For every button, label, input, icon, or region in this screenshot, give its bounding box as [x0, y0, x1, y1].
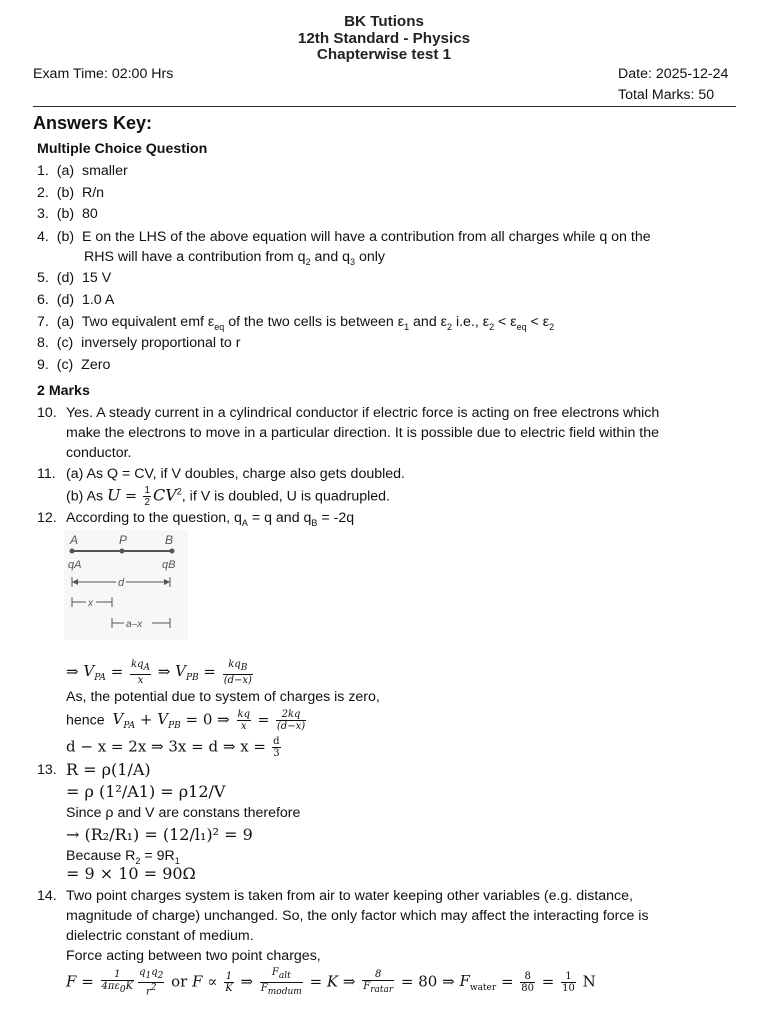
label-d: d: [118, 577, 125, 589]
point-A: [70, 549, 75, 554]
mcq-item-9: 9. (c) Zero: [37, 357, 111, 373]
q14-number: 14.: [37, 888, 57, 904]
mcq-item-7: 7. (a) Two equivalent emf $\varepsilon_{eq}$ of the two cells is between $\varepsilon_1$ and $\varepsilon_2$ i.e., $\varepsilon_2 < \varepsilon_{eq} < \varepsilon_2$: [37, 314, 555, 332]
q13-line4: → (R₂/R₁) = (12/l₁)² = 9: [66, 825, 253, 844]
label-B: B: [165, 533, 174, 547]
q14-line2: magnitude of charge) unchanged. So, the only factor which may affect the interacting force is: [66, 908, 649, 924]
standard-subject: 12th Standard - Physics: [297, 30, 471, 47]
total-marks: Total Marks: 50: [618, 87, 715, 103]
mcq-item-8: 8. (c) inversely proportional to r: [37, 335, 241, 351]
q12-equation-2: hence $V_{PA} + V_{PB} = 0$ ⇒ $\frac{kq}{x}$ = $\frac{2kq}{(d-x)}$: [66, 709, 306, 732]
mcq-item-3: 3. (b) 80: [37, 206, 98, 222]
q12-line1: According to the question, $q_A = q$ and $q_B = -2q$: [66, 510, 355, 528]
q13-line3: Since ρ and V are constans therefore: [66, 805, 301, 821]
mcq-item-5: 5. (d) 15 V: [37, 270, 112, 286]
point-P: [120, 549, 125, 554]
label-x: x: [88, 598, 93, 609]
q10-line2: make the electrons to move in a particular direction. It is possible due to electric field within the: [66, 425, 660, 441]
label-qB: qB: [162, 559, 176, 571]
q14-line3: dielectric constant of medium.: [66, 928, 254, 944]
exam-date: Date: 2025-12-24: [618, 66, 729, 82]
q14-equation: F = $\frac{1}{4\pi\varepsilon_0K}$ $\frac{q_1q_2}{r^2}$ or F ∝ $\frac{1}{K}$ ⇒ $\frac{F_{alt}}{F_{modum}}$ = K ⇒ $\frac{8}{F_{ratar}}$ = 80 ⇒ $F_{water}$ = $\frac{8}{80}$ = $\frac{1}{10}$ N: [66, 967, 596, 998]
test-name: Chapterwise test 1: [316, 46, 452, 63]
q11-line1: (a) As Q = CV, if V doubles, charge also gets doubled.: [66, 466, 405, 482]
label-qA: qA: [68, 559, 82, 571]
q12-equation-1: ⇒ $V_{PA}$ = $\frac{kq_A}{x}$ ⇒ $V_{PB}$ = $\frac{kq_B}{(d-x)}$: [66, 659, 252, 686]
q14-line1: Two point charges system is taken from air to water keeping other variables (e.g. distance,: [66, 888, 633, 904]
exam-time: Exam Time: 02:00 Hrs: [33, 66, 174, 82]
label-A: A: [70, 533, 79, 547]
q13-line2: = ρ (1²/A1) = ρ12/V: [66, 782, 226, 801]
q14-line4: Force acting between two point charges,: [66, 948, 321, 964]
q13-line6: = 9 × 10 = 90Ω: [66, 864, 196, 883]
two-marks-heading: 2 Marks: [37, 383, 90, 399]
q13-line5: Because $R_2 = 9R_1$: [66, 848, 180, 866]
q12-line3: As, the potential due to system of charges is zero,: [66, 689, 380, 705]
q13-number: 13.: [37, 762, 57, 778]
q11-line2: (b) As U = $\frac{1}{2}$ $CV^2$, if V is doubled, U is quadrupled.: [66, 485, 391, 508]
label-P: P: [119, 533, 128, 547]
header-divider: [33, 106, 736, 107]
mcq-heading: Multiple Choice Question: [37, 141, 208, 157]
q10-number: 10.: [37, 405, 57, 421]
q10-line1: Yes. A steady current in a cylindrical conductor if electric force is acting on free electrons which: [66, 405, 660, 421]
q11-number: 11.: [37, 466, 56, 482]
institute-name: BK Tutions: [344, 13, 424, 30]
q12-equation-3: d − x = 2x ⇒ 3x = d ⇒ x = $\frac{d}{3}$: [66, 736, 280, 759]
mcq-item-4: 4. (b) E on the LHS of the above equation will have a contribution from all charges while q on the: [37, 229, 651, 245]
answers-key-title: Answers Key:: [33, 113, 153, 133]
q13-line1: R = ρ(1/A): [66, 760, 151, 779]
label-a-minus-x: a–x: [126, 619, 143, 630]
mcq-item-1: 1. (a) smaller: [37, 163, 128, 179]
q10-line3: conductor.: [66, 445, 132, 461]
mcq-item-2: 2. (b) R/n: [37, 185, 105, 201]
point-B: [170, 549, 175, 554]
q12-number: 12.: [37, 510, 57, 526]
mcq-item-6: 6. (d) 1.0 A: [37, 292, 115, 308]
mcq-item-4-line2: RHS will have a contribution from $q_2$ and $q_3$ only: [84, 249, 386, 267]
charges-diagram: [64, 530, 188, 640]
